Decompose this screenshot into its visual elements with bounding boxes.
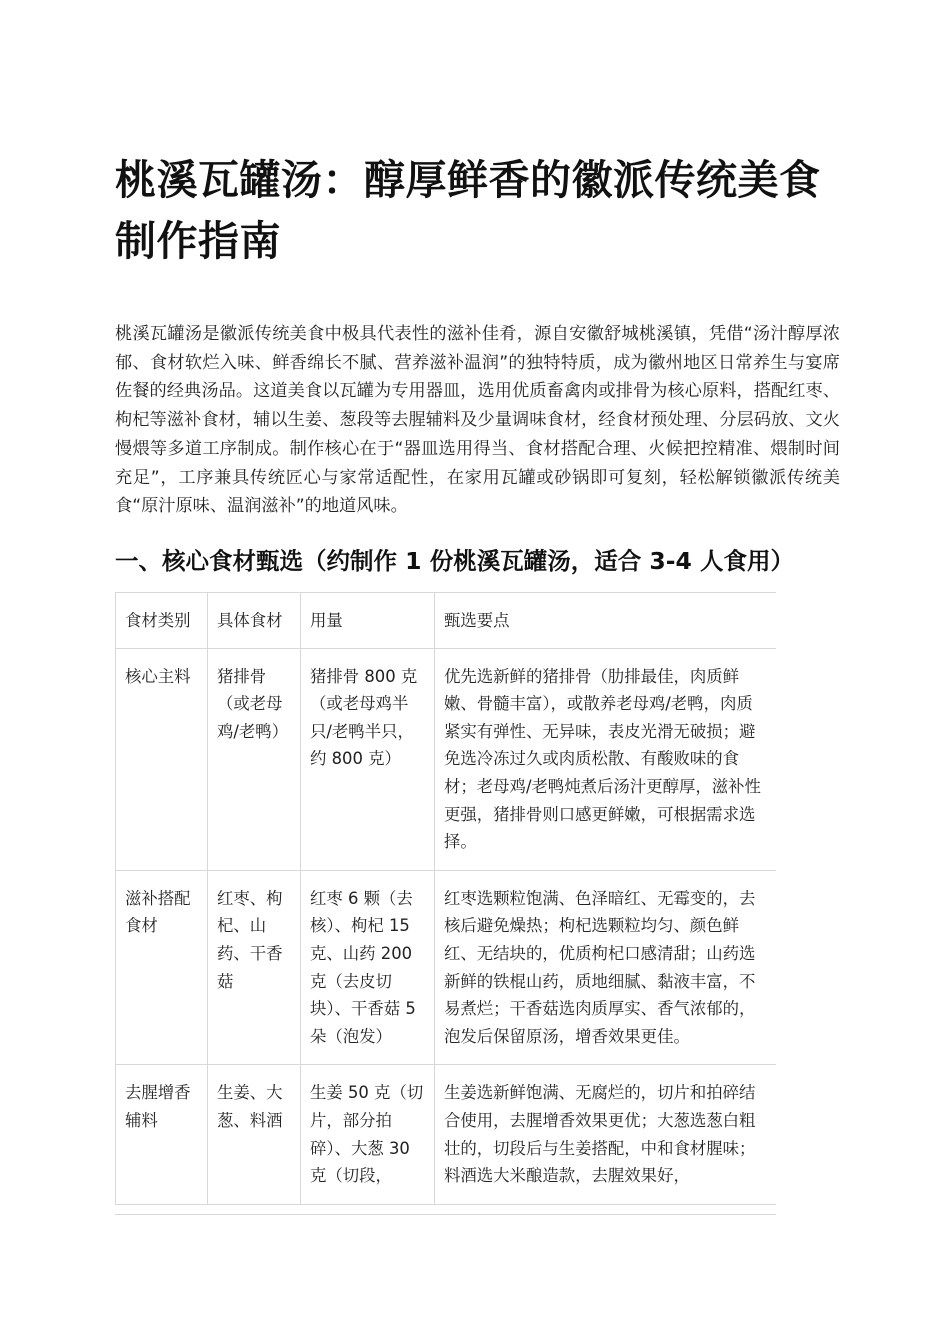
cell-ingredient: 红枣、枸杞、山药、干香菇 bbox=[208, 870, 301, 1065]
cell-category: 滋补搭配食材 bbox=[116, 870, 208, 1065]
header-ingredient: 具体食材 bbox=[208, 593, 301, 649]
cell-category: 去腥增香辅料 bbox=[116, 1065, 208, 1204]
page-title: 桃溪瓦罐汤：醇厚鲜香的徽派传统美食制作指南 bbox=[115, 156, 821, 265]
table-row bbox=[116, 1065, 777, 1204]
table-row bbox=[116, 648, 777, 870]
cell-category: 核心主料 bbox=[116, 648, 208, 870]
section-heading-ingredients: 一、核心食材甄选（约制作 1 份桃溪瓦罐汤，适合 3-4 人食用） bbox=[115, 547, 795, 575]
cell-amount: 生姜 50 克（切片，部分拍碎）、大葱 30 克（切段， bbox=[301, 1065, 435, 1204]
ingredients-table-container bbox=[115, 592, 776, 1215]
cell-amount: 猪排骨 800 克（或老母鸡半只/老鸭半只，约 800 克） bbox=[301, 648, 435, 870]
header-amount: 用量 bbox=[301, 593, 435, 649]
header-tips: 甄选要点 bbox=[435, 593, 777, 649]
cell-tips: 优先选新鲜的猪排骨（肋排最佳，肉质鲜嫩、骨髓丰富），或散养老母鸡/老鸭，肉质紧实有弹性、无异味，表皮光滑无破损；避免选冷冻过久或肉质松散、有酸败味的食材；老母鸡/老鸭炖煮后汤汁更醇厚，滋补性更强，猪排骨则口感更鲜嫩，可根据需求选择。 bbox=[435, 648, 777, 870]
table-header-row bbox=[116, 593, 777, 649]
header-category: 食材类别 bbox=[116, 593, 208, 649]
cell-tips: 生姜选新鲜饱满、无腐烂的，切片和拍碎结合使用，去腥增香效果更优；大葱选葱白粗壮的，切段后与生姜搭配，中和食材腥味；料酒选大米酿造款，去腥效果好， bbox=[435, 1065, 777, 1204]
cell-tips: 红枣选颗粒饱满、色泽暗红、无霉变的，去核后避免燥热；枸杞选颗粒均匀、颜色鲜红、无结块的，优质枸杞口感清甜；山药选新鲜的铁棍山药，质地细腻、黏液丰富，不易煮烂；干香菇选肉质厚实、香气浓郁的，泡发后保留原汤，增香效果更佳。 bbox=[435, 870, 777, 1065]
cell-ingredient: 猪排骨（或老母鸡/老鸭） bbox=[208, 648, 301, 870]
cell-ingredient: 生姜、大葱、料酒 bbox=[208, 1065, 301, 1204]
cell-amount: 红枣 6 颗（去核）、枸杞 15 克、山药 200 克（去皮切块）、干香菇 5 朵（泡发） bbox=[301, 870, 435, 1065]
table-row bbox=[116, 870, 777, 1065]
intro-paragraph: 桃溪瓦罐汤是徽派传统美食中极具代表性的滋补佳肴，源自安徽舒城桃溪镇，凭借“汤汁醇厚浓郁、食材软烂入味、鲜香绵长不腻、营养滋补温润”的独特特质，成为徽州地区日常养生与宴席佐餐的经典汤品。这道美食以瓦罐为专用器皿，选用优质畜禽肉或排骨为核心原料，搭配红枣、枸杞等滋补食材，辅以生姜、葱段等去腥辅料及少量调味食材，经食材预处理、分层码放、文火慢煨等多道工序制成。制作核心在于“器皿选用得当、食材搭配合理、火候把控精准、煨制时间充足”，工序兼具传统匠心与家常适配性，在家用瓦罐或砂锅即可复刻，轻松解锁徽派传统美食“原汁原味、温润滋补”的地道风味。 bbox=[115, 324, 840, 517]
ingredients-table bbox=[115, 592, 776, 1205]
